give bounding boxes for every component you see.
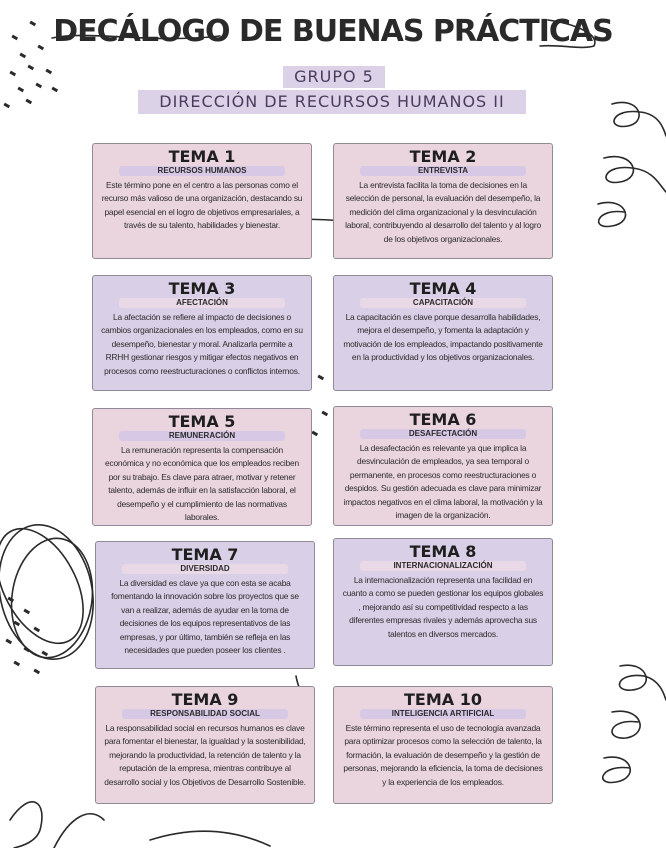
topic-heading: TEMA 7 <box>171 545 239 564</box>
topic-subtitle: RECURSOS HUMANOS <box>119 166 285 176</box>
topic-heading: TEMA 8 <box>409 542 477 561</box>
topic-subtitle: REMUNERACIÓN <box>119 431 285 441</box>
topic-text: La capacitación es clave porque desarrolla habilidades, mejora el desempeño, y fomenta la adaptación y motivación de los empleados, impactando positivamente en la productividad y los objetivos organizacionales. <box>343 312 543 363</box>
topic-subtitle: DESAFECTACIÓN <box>360 429 526 439</box>
topic-heading: TEMA 1 <box>168 147 236 166</box>
topic-card-5 <box>92 408 312 526</box>
topic-heading: TEMA 4 <box>409 279 477 298</box>
group-label: GRUPO 5 <box>283 66 385 88</box>
topic-subtitle: AFECTACIÓN <box>119 298 285 308</box>
topic-heading: TEMA 5 <box>168 412 236 431</box>
topic-card-9 <box>95 686 315 804</box>
topic-subtitle: DIVERSIDAD <box>122 564 288 574</box>
topic-card-1 <box>92 143 312 259</box>
topic-heading: TEMA 9 <box>171 690 239 709</box>
topic-text: La entrevista facilita la toma de decisiones en la selección de personal, la evaluación del desempeño, la medición del clima organizacional y la desvinculación laboral, contribuyendo al desarrollo del talento y al logro de los objetivos organizacionales. <box>345 180 541 244</box>
topic-heading: TEMA 10 <box>404 690 482 709</box>
topic-card-3 <box>92 275 312 391</box>
topic-subtitle: ENTREVISTA <box>360 166 526 176</box>
topic-subtitle: INTELIGENCIA ARTIFICIAL <box>360 709 526 719</box>
topic-text: Este término pone en el centro a las personas como el recurso más valioso de una organización, destacando su papel esencial en el logro de objetivos empresariales, a través de su talento, habilidades y bienestar. <box>101 180 303 231</box>
topic-card-10 <box>333 686 553 804</box>
subject-label: DIRECCIÓN DE RECURSOS HUMANOS II <box>138 90 526 114</box>
page-title: DECÁLOGO DE BUENAS PRÁCTICAS <box>53 14 613 49</box>
topic-text: La diversidad es clave ya que con esta se acaba fomentando la innovación sobre los proyectos que se van a realizar, además de ayudar en la toma de decisiones de los equipos representativos de las empresas, y por último, también se refleja en las necesidades que pueden poseer los clientes . <box>111 578 299 656</box>
topic-text: Este término representa el uso de tecnología avanzada para optimizar procesos como la selección de talento, la formación, la evaluación de desempeño y la gestión de personas, mejorando la eficiencia, la toma de decisiones y la experiencia de los empleados. <box>343 723 543 787</box>
topic-card-6 <box>333 406 553 526</box>
topic-text: La remuneración representa la compensación económica y no económica que los empleados reciben por su trabajo. Es clave para atraer, motivar y retener talento, además de influir en la satisfacción laboral, el desempeño y el cumplimiento de las normativas laborales. <box>105 445 299 523</box>
topic-heading: TEMA 6 <box>409 410 477 429</box>
topic-card-4 <box>333 275 553 391</box>
topic-text: La internacionalización representa una facilidad en cuanto a como se pueden gestionar los equipos globales , mejorando así su competitividad respecto a las diferentes empresas rivales y además aprovecha sus talentos en diversos mercados. <box>342 575 544 639</box>
topic-card-2 <box>333 143 553 259</box>
topic-subtitle: INTERNACIONALIZACIÓN <box>360 561 526 571</box>
topic-subtitle: CAPACITACIÓN <box>360 298 526 308</box>
topic-card-8 <box>333 538 553 666</box>
topic-text: La afectación se refiere al impacto de decisiones o cambios organizacionales en los empleados, como en su desempeño, bienestar y moral. Analizarla permite a RRHH gestionar riesgos y mitigar efectos negativos en procesos como reestructuraciones o conflictos internos. <box>101 312 303 376</box>
topic-card-7 <box>95 541 315 669</box>
topic-text: La responsabilidad social en recursos humanos es clave para fomentar el bienestar, la igualdad y la sostenibilidad, mejorando la productividad, la retención de talento y la reputación de la empresa, mientras contribuye al desarrollo social y los Objetivos de Desarrollo Sostenible. <box>104 723 306 787</box>
topic-text: La desafectación es relevante ya que implica la desvinculación de empleados, ya sea temporal o permanente, en procesos como reestructuraciones o despidos. Su gestión adecuada es clave para minimizar impactos negativos en el clima laboral, la motivación y la imagen de la organización. <box>343 443 543 521</box>
topic-heading: TEMA 2 <box>409 147 477 166</box>
topic-subtitle: RESPONSABILIDAD SOCIAL <box>122 709 288 719</box>
topic-heading: TEMA 3 <box>168 279 236 298</box>
